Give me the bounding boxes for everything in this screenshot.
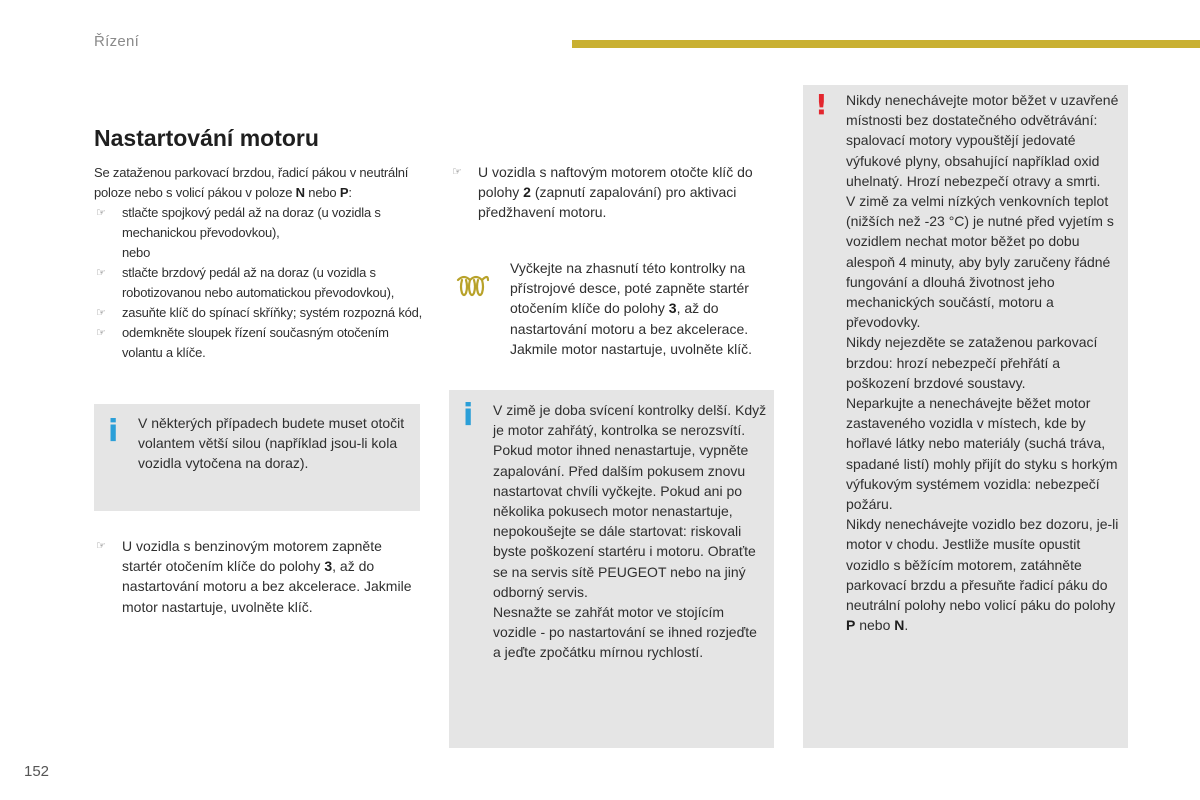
pointing-hand-icon: ☞ [96,267,106,279]
or-label: nebo [122,245,151,260]
intro-block [94,163,424,363]
pointing-hand-icon: ☞ [96,207,106,219]
info-box-winter [449,390,774,748]
page-number: 152 [24,763,50,780]
glow-plug-icon [456,273,490,299]
info-text: V zimě je doba svícení kontrolky delší. Když je motor zahřátý, kontrolka se nerozsvítí. Pokud motor ihned nenastartuje, vypněte zapalování. Před dalším pokusem znovu nastartovat chvíli vyčkejte. Pokud ani po několika pokusech motor nenastartuje, nepokoušejte se dále startovat: riskovali byste poškození startéru i motoru. Obraťte se na servis sítě PEUGEOT nebo na jiný odborný servis. Nesnažte se zahřát motor ve stojícím vozidle - po nastartování se ihned rozjeďte a jeďte zpočátku mírnou rychlostí. [493,402,767,661]
page-title: Nastartování motoru [94,125,319,151]
glow-plug-text: Vyčkejte na zhasnutí této kontrolky na přístrojové desce, poté zapněte startér otočením klíče do polohy 3, až do nastartování motoru a bez akcelerace. Jakmile motor nastartuje, uvolněte klíč. [510,260,752,357]
info-text: V některých případech budete muset otočit volantem větší silou (například jsou-li kola vozidla vytočena na doraz). [138,415,405,472]
section-label: Řízení [94,33,140,50]
pointing-hand-icon: ☞ [96,540,106,552]
warning-box [803,85,1128,748]
petrol-instruction: ☞ U vozidla s benzinovým motorem zapněte startér otočením klíče do polohy 3, až do nastartování motoru a bez akcelerace. Jakmile motor nastartuje, uvolněte klíč. [96,538,412,615]
info-box-steering [94,404,420,511]
list-item: ☞ stlačte spojkový pedál až na doraz (u vozidla s mechanickou převodovkou), [96,205,381,240]
warning-exclamation-icon: ! [815,88,828,121]
pointing-hand-icon: ☞ [96,307,106,319]
list-item: ☞ zasuňte klíč do spínací skříňky; systém rozpozná kód, [94,303,424,323]
warning-text: Nikdy nenechávejte motor běžet v uzavřené místnosti bez dostatečného odvětrávání: spalovací motory vypouštějí jedovaté výfukové plyny, obsahující například oxid uhelnatý. Hrozí nebezpečí otravy a smrti. V zimě za velmi nízkých venkovních teplot (nižších než -23 °C) je nutné před vyjetím s vozidlem nechat motor běžet po dobu alespoň 4 minuty, aby byly zaručeny řádné fungování a dlouhá životnost jeho mechanických součástí, motoru a převodovky. Nikdy nejezděte se zataženou parkovací brzdou: hrozí nebezpečí přehřátí a poškození brzdové soustavy. Neparkujte a nenechávejte běžet motor zastaveného vozidla v místech, kde by hořlavé látky nebo materiály (suchá tráva, spadané listí) mohly přijít do styku s horkým výfukovým systémem vozidla: nebezpečí požáru. Nikdy nenechávejte vozidlo bez dozoru, je-li motor v chodu. Jestliže musíte opustit vozidlo s běžícím motorem, zatáhněte parkovací brzdu a přesuňte řadicí páku do neutrální polohy nebo volicí páku do polohy P nebo N. [846,92,1119,634]
info-icon: i [108,414,119,449]
list-item: ☞ stlačte brzdový pedál až na doraz (u vozidla s robotizovanou nebo automatickou převodovkou), [96,265,395,300]
list-item: ☞ odemkněte sloupek řízení současným otočením volantu a klíče. [96,325,389,360]
intro-paragraph: Se zataženou parkovací brzdou, řadicí pákou v neutrální poloze nebo s volicí pákou v poloze N nebo P: [94,165,409,200]
pointing-hand-icon: ☞ [452,166,462,178]
pointing-hand-icon: ☞ [96,327,106,339]
diesel-instruction: ☞ U vozidla s naftovým motorem otočte klíč do polohy 2 (zapnutí zapalování) pro aktivaci předžhavení motoru. [452,164,753,221]
info-icon: i [463,398,474,433]
section-accent-bar [572,40,1200,48]
